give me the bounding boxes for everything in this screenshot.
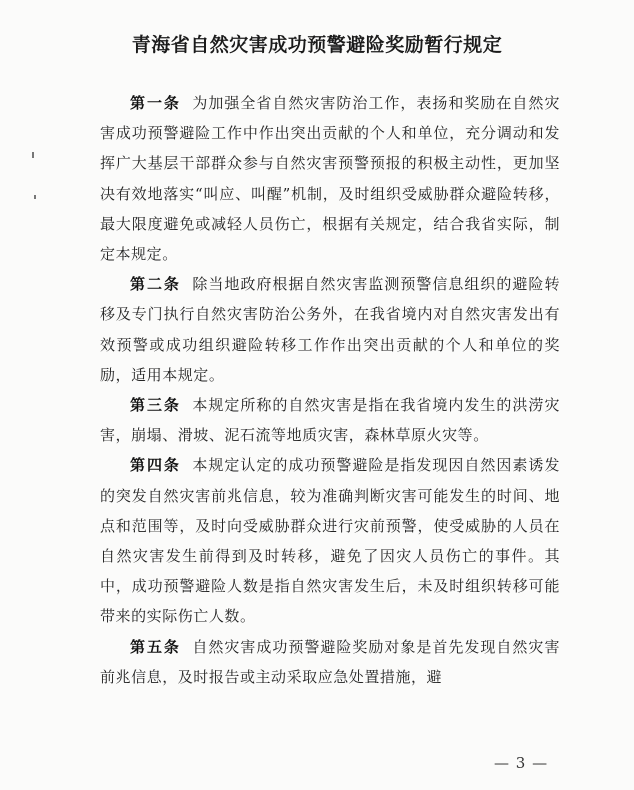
page-number: — 3 — [494,754,549,772]
article-label: 第二条 [130,275,181,294]
article-text: 本规定认定的成功预警避险是指发现因自然因素诱发的突发自然灾害前兆信息，较为准确判断灾害可能发生的时间、地点和范围等，及时向受威胁群众进行灾前预警，使受威胁的人员在自然灾害发生前得到及时转移，避免了因灾人员伤亡的事件。其中，成功预警避险人数是指自然灾害发生后，未及时组织转移可能带来的实际伤亡人数。 [100,456,560,626]
article-5 [100,632,560,692]
article-text: 为加强全省自然灾害防治工作，表扬和奖励在自然灾害成功预警避险工作中作出突出贡献的个人和单位，充分调动和发挥广大基层干部群众参与自然灾害预警预报的积极主动性，更加坚决有效地落实“叫应、叫醒”机制，及时组织受威胁群众避险转移，最大限度避免或减轻人员伤亡，根据有关规定，结合我省实际，制定本规定。 [100,94,560,264]
article-text: 本规定所称的自然灾害是指在我省境内发生的洪涝灾害，崩塌、滑坡、泥石流等地质灾害，森林草原火灾等。 [100,396,560,445]
article-label: 第三条 [130,396,181,415]
document-title: 青海省自然灾害成功预警避险奖励暂行规定 [131,34,503,56]
article-4 [100,450,560,631]
article-3 [100,390,560,450]
margin-mark [34,195,36,199]
article-text: 除当地政府根据自然灾害监测预警信息组织的避险转移及专门执行自然灾害防治公务外，在我省境内对自然灾害发出有效预警或成功组织避险转移工作作出突出贡献的个人和单位的奖励，适用本规定。 [100,275,560,384]
margin-mark [32,152,34,158]
article-1 [100,88,560,269]
article-label: 第一条 [130,94,181,112]
document-body [100,88,560,692]
article-text: 自然灾害成功预警避险奖励对象是首先发现自然灾害前兆信息，及时报告或主动采取应急处置措施，避 [100,637,560,686]
article-label: 第四条 [130,456,181,475]
article-2 [100,269,560,390]
article-label: 第五条 [130,637,181,656]
